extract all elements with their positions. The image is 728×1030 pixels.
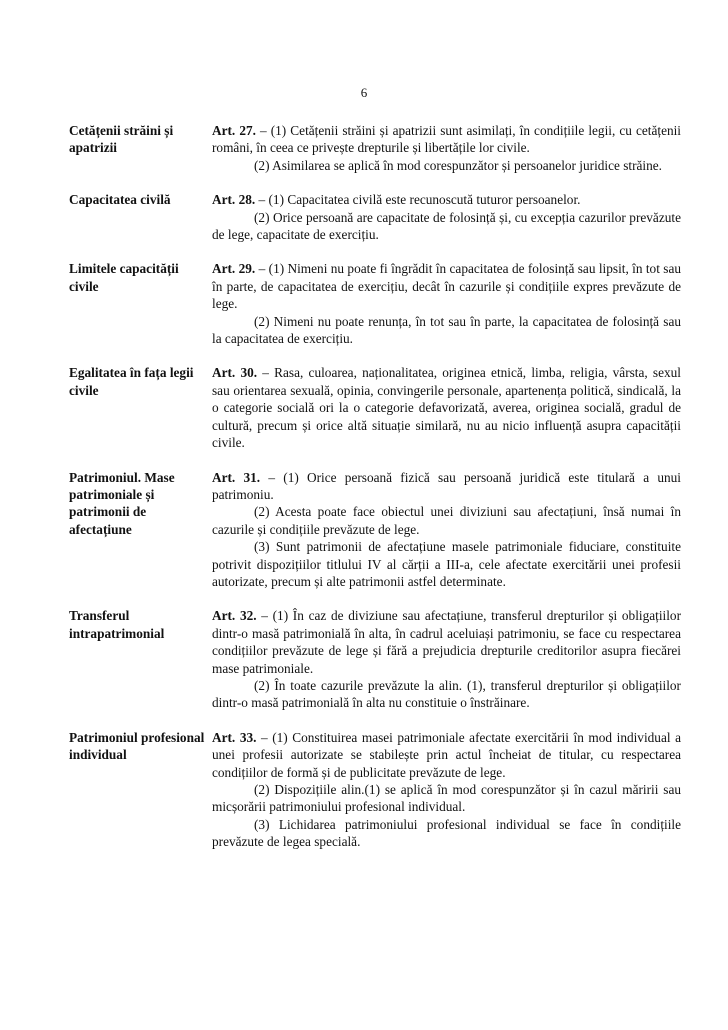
- article-body: [212, 729, 681, 851]
- article-number: Art. 29.: [212, 261, 256, 277]
- paragraph: (2) Dispozițiile alin.(1) se aplică în mod corespunzător și în cazul măririi sau micșorării patrimoniului profesional individual.: [212, 782, 681, 815]
- paragraph: [212, 364, 681, 451]
- article-body: [212, 191, 681, 243]
- margin-title: Limitele capacității civile: [69, 261, 179, 294]
- paragraph: [212, 260, 681, 312]
- paragraph: (2) Asimilarea se aplică în mod corespunzător și persoanelor juridice străine.: [254, 157, 662, 173]
- margin-title: Egalitatea în fața legii civile: [69, 365, 194, 398]
- paragraph-text: – (1) În caz de diviziune sau afectațiune, transferul drepturilor și obligațiilor dintr-o masă patrimonială în alta, în cadrul aceluiași patrimoniu, se face cu respectarea condițiilor prevăzute de lege și fără a prejudicia drepturile creditorilor asupra fiecărei mase patrimoniale.: [212, 608, 681, 676]
- article-body: [212, 469, 681, 591]
- paragraph: [212, 191, 681, 208]
- paragraph-text: – (1) Nimeni nu poate fi îngrădit în capacitatea de folosință sau lipsit, în tot sau în parte, de capacitatea de exercițiu, decât în cazurile și condițiile expres prevăzute de lege.: [212, 261, 681, 312]
- paragraph-text: – (1) Orice persoană fizică sau persoană juridică este titulară a unui patrimoniu.: [212, 469, 681, 502]
- article-body: [212, 607, 681, 711]
- article-number: Art. 30.: [212, 365, 258, 381]
- paragraph: [212, 122, 681, 157]
- paragraph: (2) Acesta poate face obiectul unei diviziuni sau afectațiuni, însă numai în cazurile și condițiile prevăzute de lege.: [212, 504, 681, 537]
- paragraph-text: – (1) Cetățenii străini și apatrizii sunt asimilați, în condițiile legii, cu cetățenii români, în ceea ce privește drepturile și libertățile lor civile.: [212, 123, 682, 156]
- margin-title: Capacitatea civilă: [69, 192, 171, 208]
- article-body: [212, 260, 681, 347]
- article: [69, 122, 681, 174]
- article-number: Art. 31.: [212, 469, 261, 485]
- margin-title: Transferul intrapatrimonial: [69, 608, 165, 641]
- margin-title: Cetățenii străini și apatrizii: [69, 123, 174, 156]
- margin-title: Patrimoniul profesional individual: [69, 729, 205, 763]
- paragraph: (2) Nimeni nu poate renunța, în tot sau în parte, la capacitatea de folosință sau la capacitatea de exercițiu.: [212, 313, 681, 347]
- paragraph-text: – Rasa, culoarea, naționalitatea, originea etnică, limba, religia, vârsta, sexul sau orientarea sexuală, opinia, convingerile personale, apartenența politică, sindicală, la o categorie socială ori la o categorie defavorizată, averea, originea socială, gradul de cultură, precum și orice altă situație similară, nu au nicio influență asupra capacității civile.: [212, 365, 681, 451]
- paragraph: (2) Orice persoană are capacitate de folosință și, cu excepția cazurilor prevăzute de lege, capacitate de exercițiu.: [212, 209, 681, 243]
- article: [69, 729, 681, 851]
- paragraph: (2) În toate cazurile prevăzute la alin. (1), transferul drepturilor și obligațiilor dintr-o masă patrimonială în alta nu constituie o înstrăinare.: [212, 677, 681, 711]
- article-number: Art. 27.: [212, 123, 256, 138]
- article-number: Art. 33.: [212, 729, 257, 745]
- paragraph: (3) Lichidarea patrimoniului profesional individual se face în condițiile prevăzute de legea specială.: [212, 816, 681, 850]
- paragraph: (3) Sunt patrimonii de afectațiune masele patrimoniale fiduciare, constituite potrivit dispozițiilor titlului IV al cărții a III-a, cele afectate exercitării unei profesii autorizate, precum și alte patrimonii astfel determinate.: [212, 539, 681, 589]
- article: [69, 607, 681, 711]
- articles-list: [69, 122, 681, 868]
- article-number: Art. 28.: [212, 192, 256, 208]
- article-body: [212, 364, 681, 451]
- paragraph-text: – (1) Capacitatea civilă este recunoscută tuturor persoanelor.: [255, 192, 581, 208]
- article: [69, 260, 681, 347]
- paragraph-text: – (1) Constituirea masei patrimoniale afectate exercitării în mod individual a unei profesii autorizate se stabilește prin actul încheiat de titular, cu respectarea condițiilor de formă și de publicitate prevăzute de lege.: [212, 729, 682, 780]
- article: [69, 364, 681, 451]
- article: [69, 469, 681, 591]
- paragraph: [212, 469, 681, 504]
- page-number: 6: [360, 85, 368, 100]
- article: [69, 191, 681, 243]
- paragraph: [212, 607, 681, 677]
- article-number: Art. 32.: [212, 608, 257, 624]
- article-body: [212, 122, 681, 174]
- margin-title: Patrimoniul. Mase patrimoniale și patrimonii de afectațiune: [69, 469, 175, 537]
- paragraph: [212, 729, 681, 781]
